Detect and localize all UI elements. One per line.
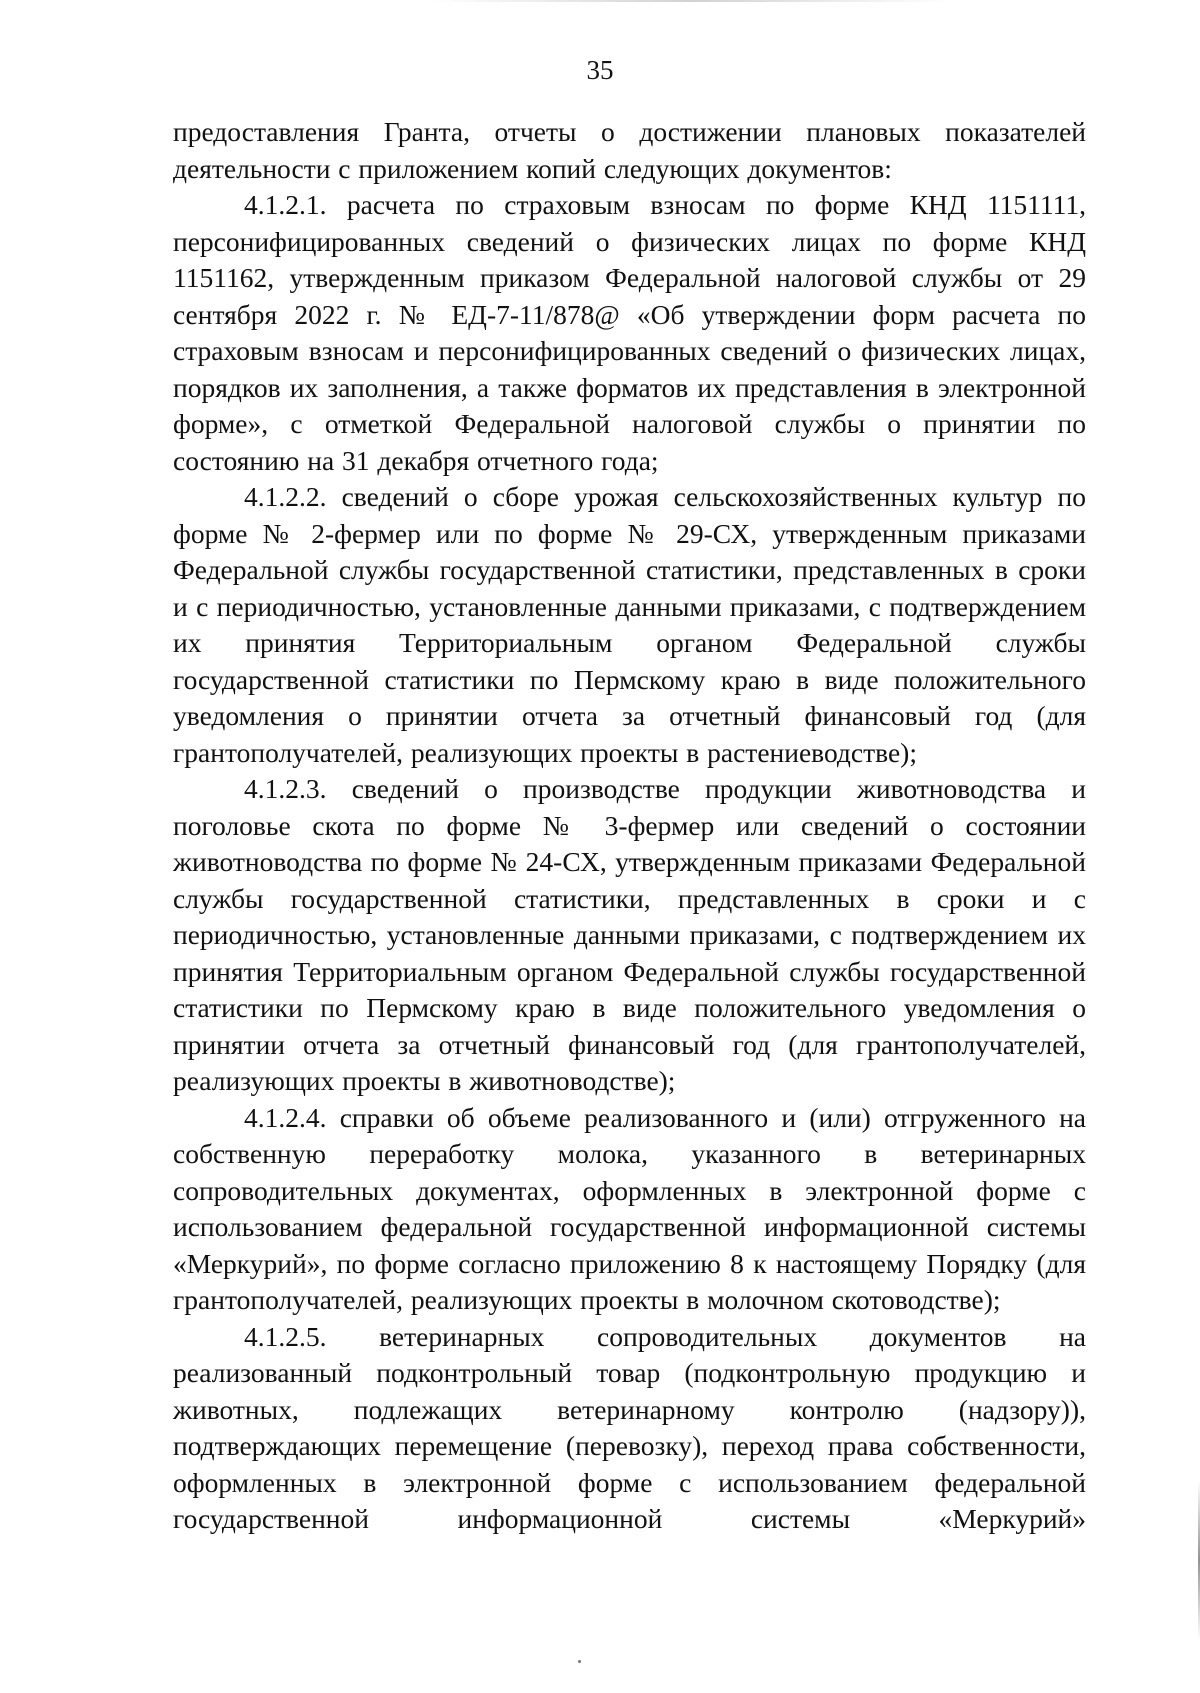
scan-edge-mark-top — [430, 0, 950, 2]
scan-speck — [578, 1660, 581, 1663]
paragraph-4-1-2-5: 4.1.2.5. ветеринарных сопроводительных документов на реализованный подконтрольный товар (подконтрольную продукцию и животных, подлежащих ветеринарному контролю (надзору)), подтверждающих перемещение (перевозку), переход права собственности, оформленных в электронной форме с использованием федеральной государственной информационной системы «Меркурий» — [173, 1320, 1086, 1534]
document-body — [173, 114, 1086, 1538]
page-number: 35 — [586, 55, 614, 85]
paragraph-4-1-2-3: 4.1.2.3. сведений о производстве продукции животноводства и поголовье скота по форме № 3-фермер или сведений о состоянии животноводства по форме № 24-СХ, утвержденным приказами Федеральной службы государственной статистики, представленных в сроки и с периодичностью, установленные данными приказами, с подтверждением их принятия Территориальным органом Федеральной службы государственной статистики по Пермскому краю в виде положительного уведомления о принятии отчета за отчетный финансовый год (для грантополучателей, реализующих проекты в животноводстве); — [173, 773, 1086, 1096]
paragraph-intro: предоставления Гранта, отчеты о достижении плановых показателей деятельности с приложением копий следующих документов: — [173, 116, 1086, 184]
paragraph-4-1-2-1: 4.1.2.1. расчета по страховым взносам по форме КНД 1151111, персонифицированных сведений о физических лицах по форме КНД 1151162, утвержденным приказом Федеральной налоговой службы от 29 сентября 2022 г. № ЕД-7-11/878@ «Об утверждении форм расчета по страховым взносам и персонифицированных сведений о физических лицах, порядков их заполнения, а также форматов их представления в электронной форме», с отметкой Федеральной налоговой службы о принятии по состоянию на 31 декабря отчетного года; — [173, 189, 1086, 476]
paragraph-4-1-2-2: 4.1.2.2. сведений о сборе урожая сельскохозяйственных культур по форме № 2-фермер или по форме № 29-СХ, утвержденным приказами Федеральной службы государственной статистики, представленных в сроки и с периодичностью, установленные данными приказами, с подтверждением их принятия Территориальным органом Федеральной службы государственной статистики по Пермскому краю в виде положительного уведомления о принятии отчета за отчетный финансовый год (для грантополучателей, реализующих проекты в растениеводстве); — [173, 481, 1086, 768]
paragraph-4-1-2-4: 4.1.2.4. справки об объеме реализованного и (или) отгруженного на собственную переработку молока, указанного в ветеринарных сопроводительных документах, оформленных в электронной форме с использованием федеральной государственной информационной системы «Меркурий», по форме согласно приложению 8 к настоящему Порядку (для грантополучателей, реализующих проекты в молочном скотоводстве); — [173, 1101, 1086, 1315]
